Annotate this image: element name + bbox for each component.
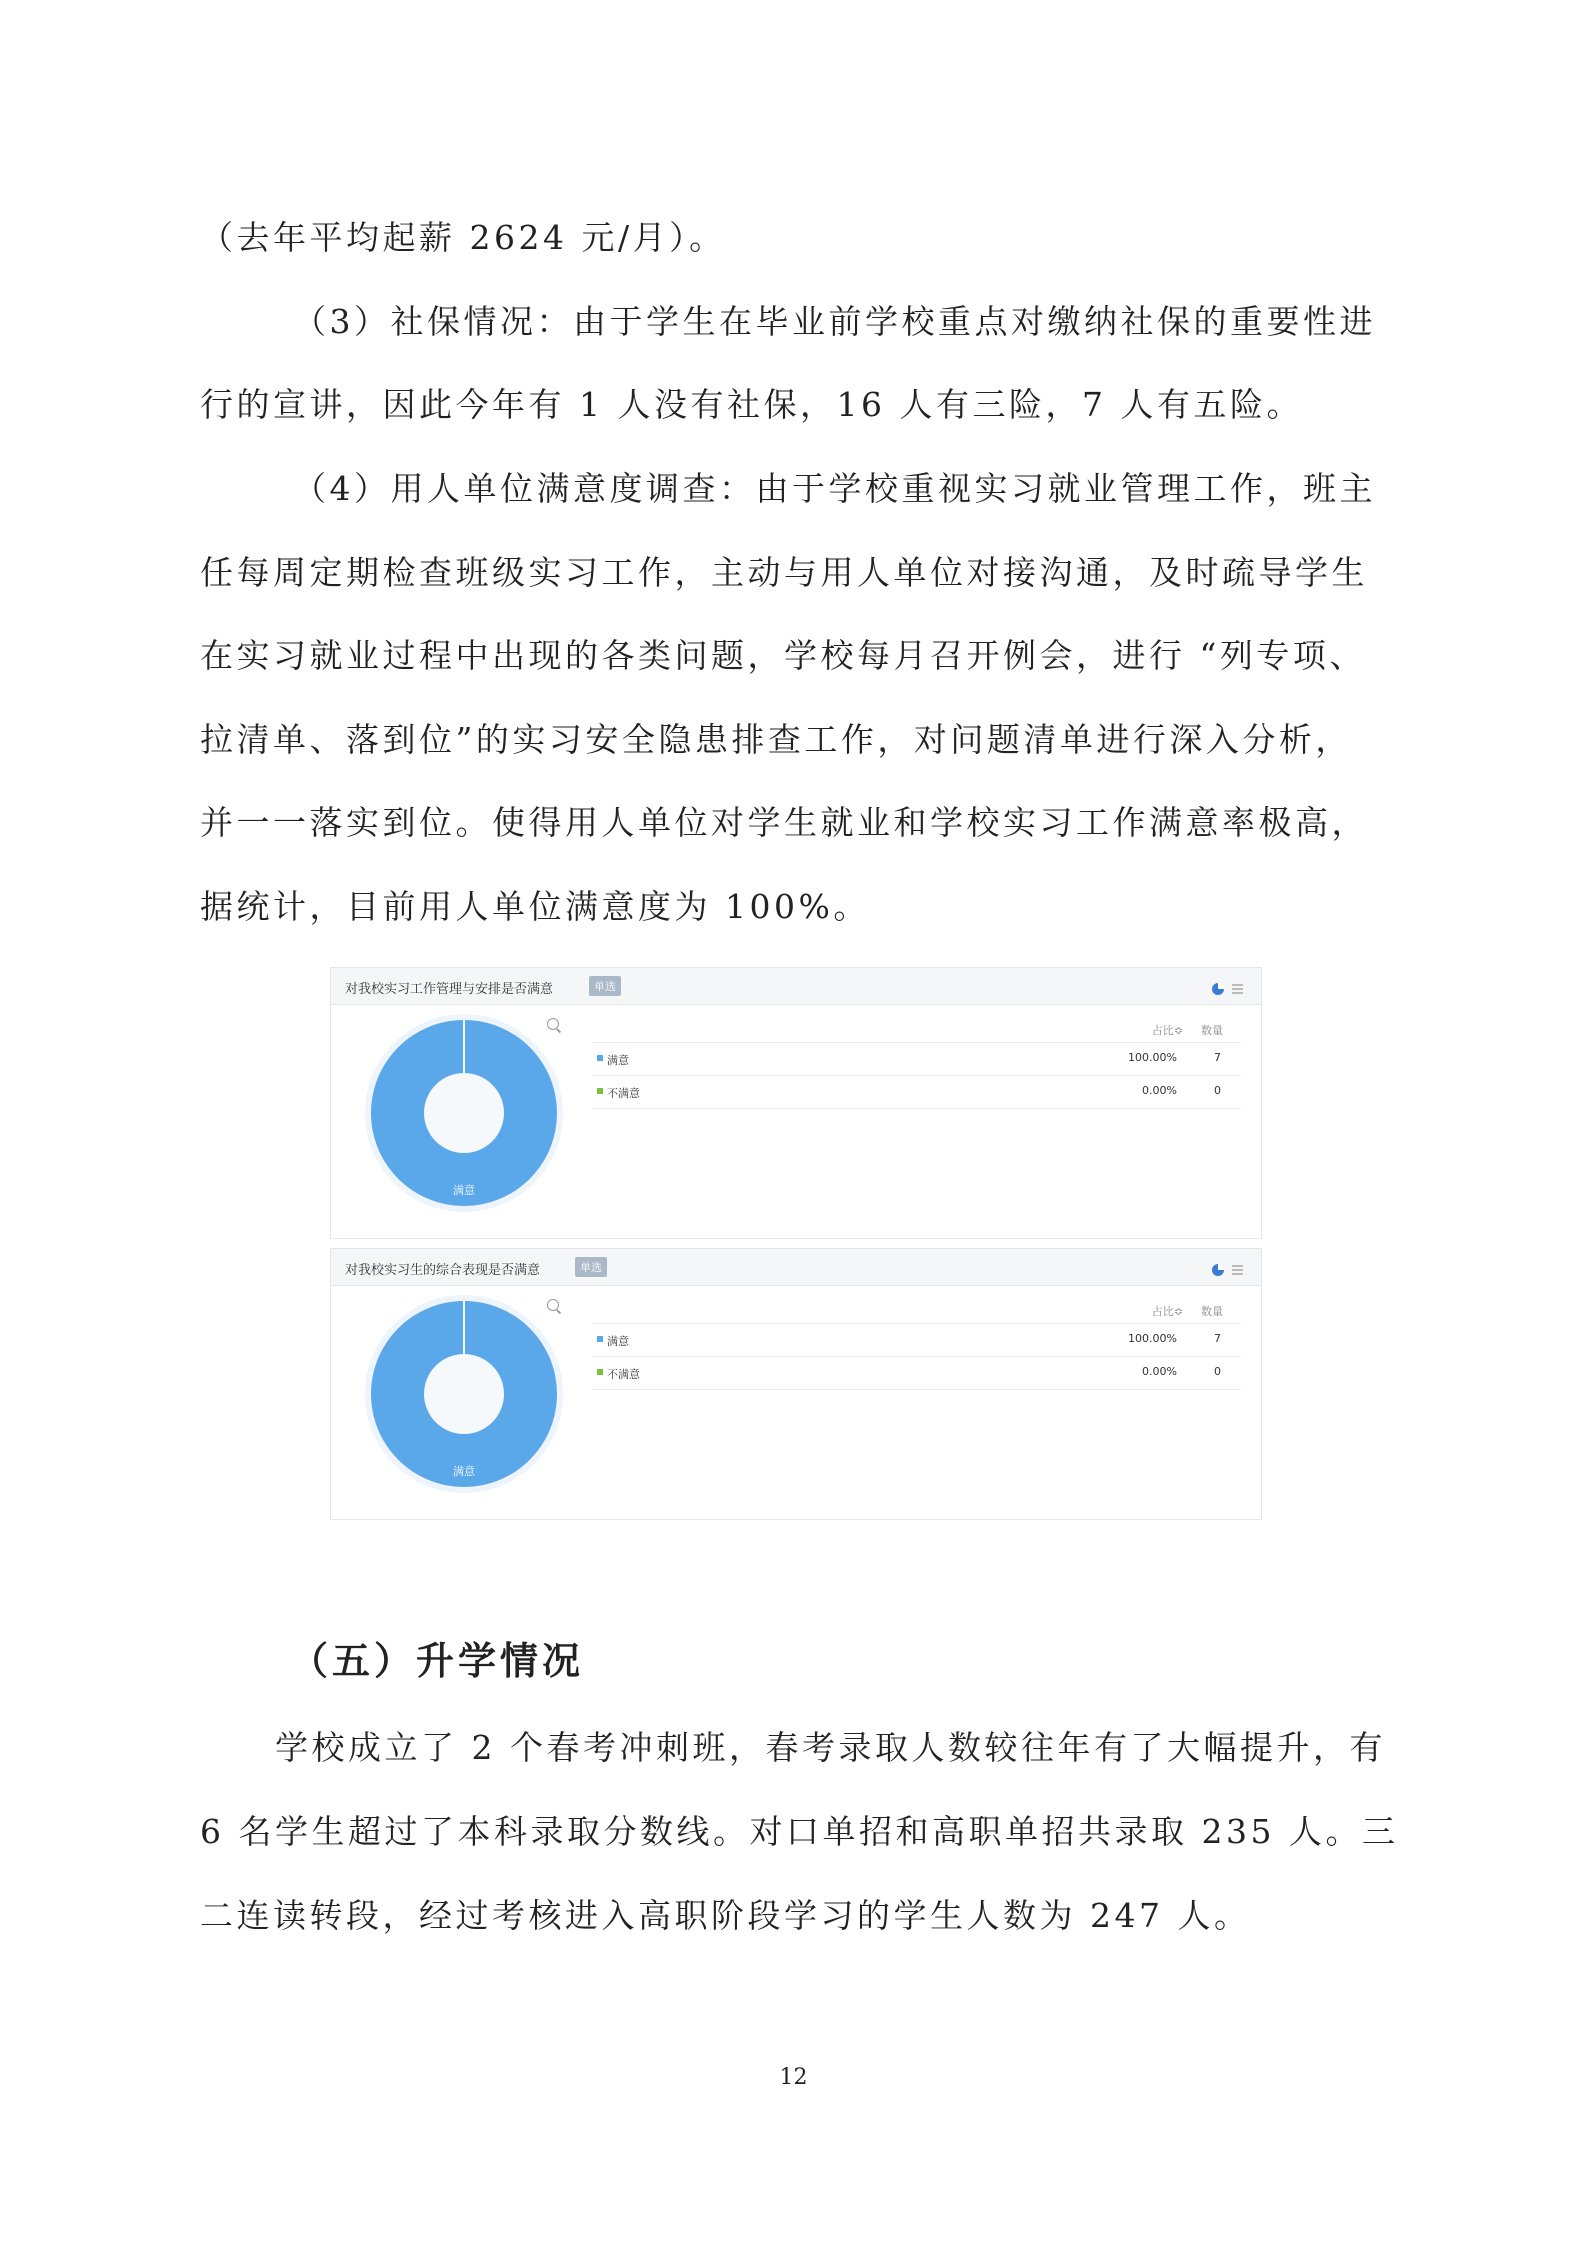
donut-label: 满意: [453, 1184, 475, 1197]
donut-gap: [463, 1020, 465, 1073]
option-percent: 0.00%: [1142, 1084, 1177, 1097]
paragraph-line: （4）用人单位满意度调查：由于学校重视实习就业管理工作，班主: [293, 469, 1376, 508]
column-percent[interactable]: 占比≎: [1151, 1024, 1183, 1037]
stats-header: [593, 1018, 1241, 1042]
panel-title: 对我校实习生的综合表现是否满意: [345, 1263, 541, 1278]
option-label: 不满意: [607, 1087, 640, 1100]
option-count: 0: [1214, 1084, 1221, 1097]
option-percent: 100.00%: [1128, 1332, 1177, 1345]
paragraph-line: 据统计，目前用人单位满意度为 100%。: [200, 887, 870, 926]
stats-header: [593, 1299, 1241, 1323]
pie-chart-icon[interactable]: [1212, 1264, 1224, 1276]
list-icon[interactable]: [1232, 1265, 1243, 1275]
option-percent: 100.00%: [1128, 1051, 1177, 1064]
paragraph-line: 二连读转段，经过考核进入高职阶段学习的学生人数为 247 人。: [200, 1896, 1251, 1935]
legend-swatch: [597, 1336, 603, 1342]
option-label: 满意: [607, 1335, 629, 1348]
table-row: [593, 1075, 1241, 1109]
option-label: 不满意: [607, 1368, 640, 1381]
question-type-badge: 单选: [589, 976, 621, 996]
question-type-badge: 单选: [575, 1257, 607, 1277]
legend-swatch: [597, 1055, 603, 1061]
legend-swatch: [597, 1369, 603, 1375]
donut-chart: [371, 1301, 557, 1487]
paragraph-line: 任每周定期检查班级实习工作，主动与用人单位对接沟通，及时疏导学生: [200, 553, 1368, 592]
survey-panel-management: [330, 967, 1262, 1239]
paragraph-line: （去年平均起薪 2624 元/月）。: [200, 218, 726, 257]
donut-hole: [424, 1354, 504, 1434]
list-icon[interactable]: [1232, 984, 1243, 994]
paragraph-line: 行的宣讲，因此今年有 1 人没有社保，16 人有三险，7 人有五险。: [200, 385, 1303, 424]
zoom-in-icon[interactable]: [547, 1299, 559, 1311]
pie-chart-icon[interactable]: [1212, 983, 1224, 995]
page-number: 12: [779, 2065, 808, 2090]
donut-label: 满意: [453, 1465, 475, 1478]
paragraph-line: 6 名学生超过了本科录取分数线。对口单招和高职单招共录取 235 人。三: [200, 1812, 1399, 1851]
table-row: [593, 1356, 1241, 1390]
paragraph-line: 在实习就业过程中出现的各类问题，学校每月召开例会，进行 “列专项、: [200, 636, 1366, 675]
legend-swatch: [597, 1088, 603, 1094]
option-label: 满意: [607, 1054, 629, 1067]
panel-header: [331, 1249, 1261, 1286]
option-count: 0: [1214, 1365, 1221, 1378]
section-heading: （五）升学情况: [290, 1638, 585, 1683]
option-count: 7: [1214, 1332, 1221, 1345]
survey-panel-performance: [330, 1248, 1262, 1520]
column-count: 数量: [1201, 1024, 1223, 1037]
column-percent[interactable]: 占比≎: [1151, 1305, 1183, 1318]
zoom-in-icon[interactable]: [547, 1018, 559, 1030]
donut-hole: [424, 1073, 504, 1153]
table-row: [593, 1042, 1241, 1075]
paragraph-line: 拉清单、落到位”的实习安全隐患排查工作，对问题清单进行深入分析，: [200, 720, 1352, 759]
column-count: 数量: [1201, 1305, 1223, 1318]
option-percent: 0.00%: [1142, 1365, 1177, 1378]
table-row: [593, 1323, 1241, 1356]
stats-table: [593, 1299, 1241, 1390]
panel-header: [331, 968, 1261, 1005]
panel-title: 对我校实习工作管理与安排是否满意: [345, 982, 554, 997]
paragraph-line: 并一一落实到位。使得用人单位对学生就业和学校实习工作满意率极高，: [200, 803, 1368, 842]
donut-gap: [463, 1301, 465, 1354]
paragraph-line: 学校成立了 2 个春考冲刺班，春考录取人数较往年有了大幅提升，有: [275, 1728, 1386, 1767]
stats-table: [593, 1018, 1241, 1109]
option-count: 7: [1214, 1051, 1221, 1064]
paragraph-line: （3）社保情况：由于学生在毕业前学校重点对缴纳社保的重要性进: [293, 302, 1376, 341]
donut-chart: [371, 1020, 557, 1206]
